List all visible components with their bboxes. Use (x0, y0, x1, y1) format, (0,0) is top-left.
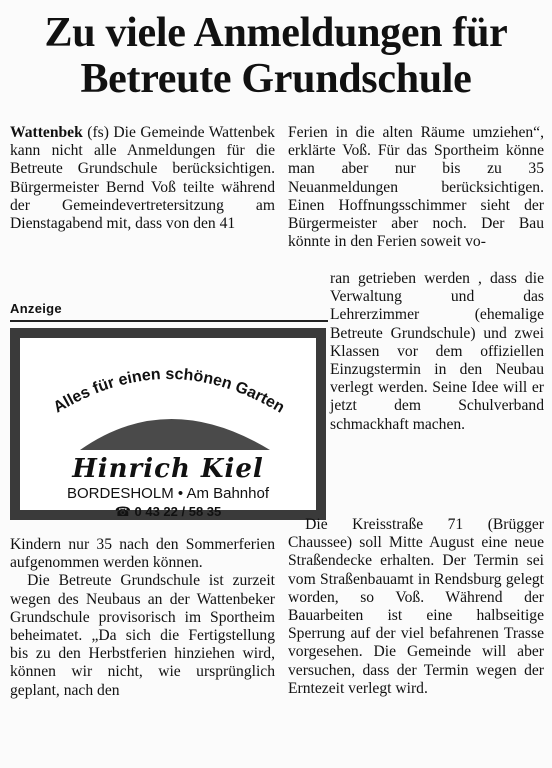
paragraph-intro-text: Die Gemeinde Wattenbek kann nicht alle Anmeldungen für die Betreute Grundschule berücksichtigen. Bürgermeister Bernd Voß teilte während der Gemeindevertretersitzung am Dienstagabend mit, dass von den 41 (10, 124, 275, 233)
ad-slogan: Alles für einen schönen Garten (50, 365, 288, 417)
garden-hill-shape (80, 419, 270, 450)
headline-line-1: Zu viele Anmeldungen für (44, 10, 508, 56)
headline (0, 10, 552, 102)
dateline: Wattenbek (10, 124, 83, 141)
ad-company-name: Hinrich Kiel (72, 454, 264, 484)
column-2-bottom (288, 516, 544, 698)
paragraph-ferien: Ferien in die alten Räume umziehen“, erklärte Voß. Für das Sportheim könne man aber nur bis zu 35 Neuanmeldungen berücksichtigen. Einen Hoffnungsschimmer sieht der Bürgermeister aber noch. Der Bau könnte in den Ferien soweit vo- (288, 124, 544, 251)
headline-line-2: Betreute Grundschule (80, 56, 472, 102)
ad-divider (10, 320, 328, 322)
advertisement (10, 328, 326, 520)
paragraph-kinder: Kindern nur 35 nach den Sommerferien aufgenommen werden können. (10, 536, 275, 572)
column-1-bottom (10, 536, 275, 700)
paragraph-kreisstrasse: Die Kreisstraße 71 (Brügger Chaussee) soll Mitte August eine neue Straßendecke erhalten. Der Termin sei vom Straßenbauamt in Rendsburg gelegt worden, so Voß. Während der Bauarbeiten ist eine halbseitige Sperrung auf der viel befahrenen Trasse vorgesehen. Die Gemeinde will aber versuchen, dass der Termin wegen der Erntezeit verlegt wird. (288, 516, 544, 697)
paragraph-intro (10, 124, 275, 233)
ad-label: Anzeige (10, 301, 62, 316)
ad-phone: ☎ 0 43 22 / 58 35 (114, 504, 222, 519)
paragraph-betreute: Die Betreute Grundschule ist zurzeit wegen des Neubaus an der Wattenbeker Grundschule provisorisch im Sportheim beheimatet. „Da sich die Fertigstellung bis zu den Herbstferien hinziehen wird, können wir nicht, wie ursprünglich geplant, nach den (10, 572, 275, 699)
byline: (fs) (87, 124, 109, 141)
paragraph-verwaltung: ran getrieben werden , dass die Verwaltung und das Lehrerzimmer (ehemalige Betreute Grundschule) und zwei Klassen vor dem offiziellen Einzugstermin in den Neubau verlegt werden. Seine Idee will er jetzt dem Schulverband schmackhaft machen. (330, 270, 544, 433)
svg-text:Alles für einen schönen Garten (51, 366, 288, 417)
column-2-middle (330, 270, 544, 434)
ad-location: BORDESHOLM • Am Bahnhof (67, 485, 269, 502)
column-1-top (10, 124, 275, 233)
column-2-top (288, 124, 544, 251)
